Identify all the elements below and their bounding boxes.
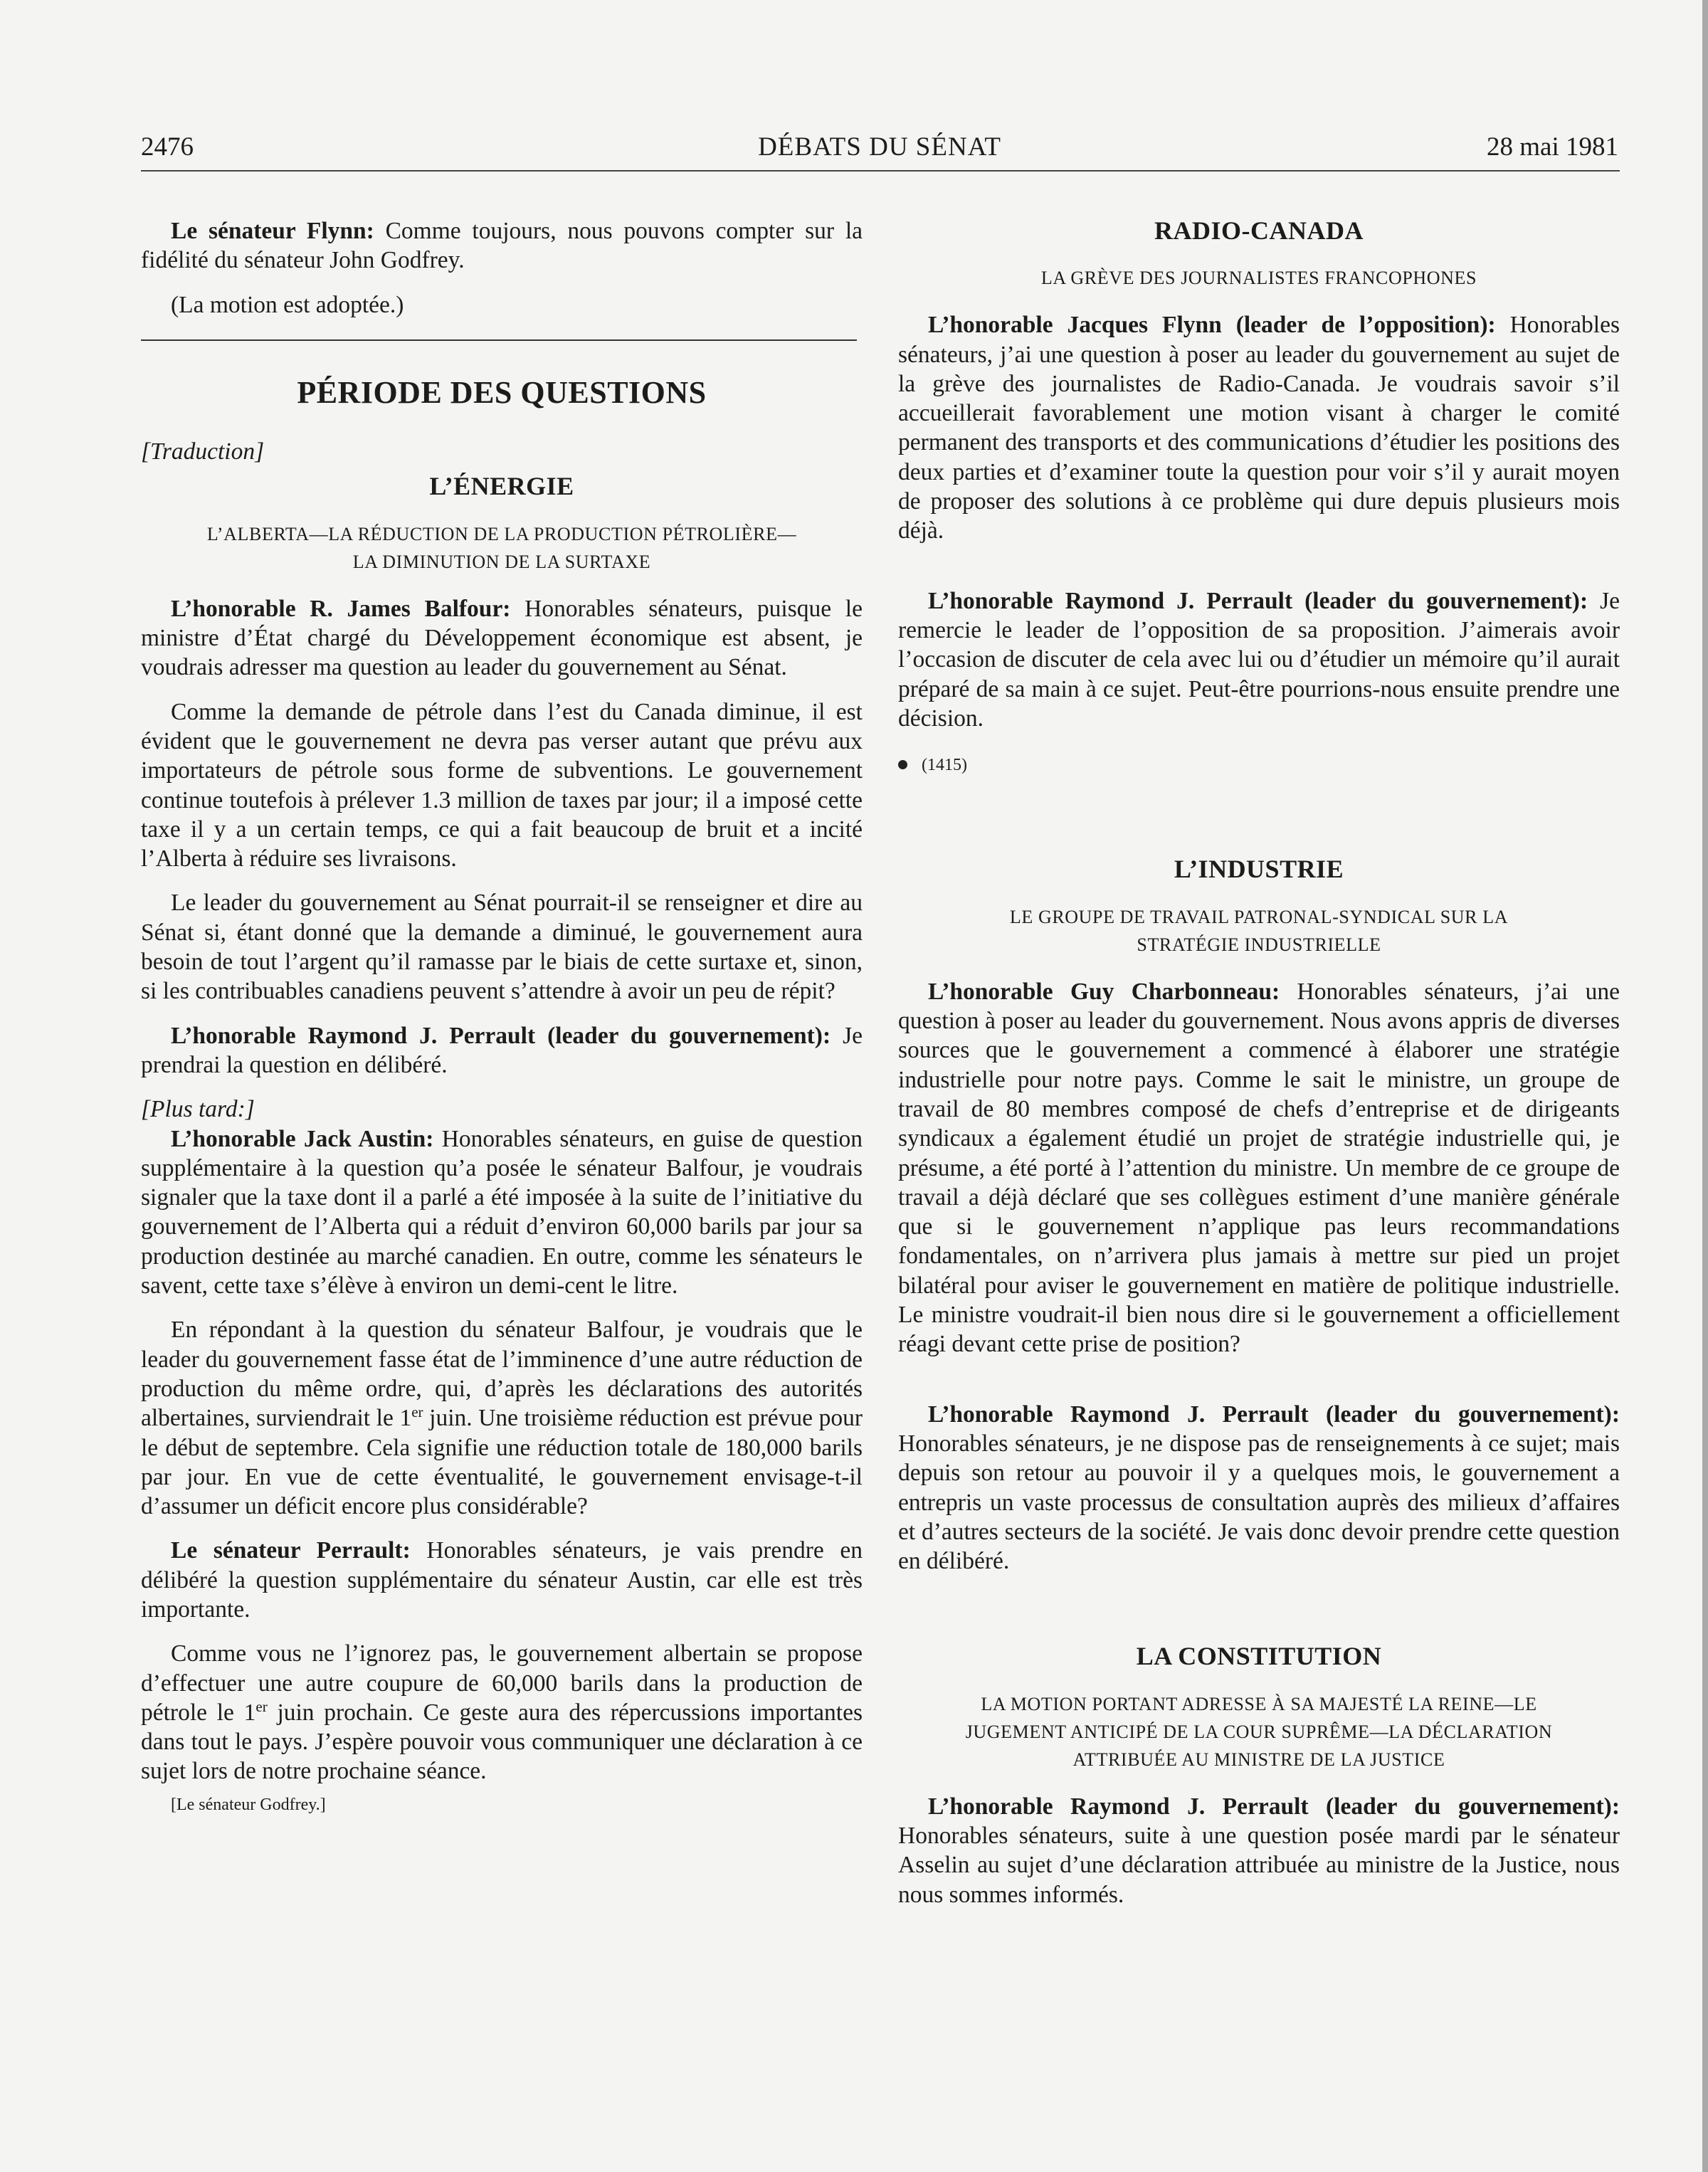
subhead-line: ATTRIBUÉE AU MINISTRE DE LA JUSTICE bbox=[1072, 1749, 1445, 1770]
superscript: er bbox=[411, 1403, 423, 1421]
subhead-line: L’ALBERTA—LA RÉDUCTION DE LA PRODUCTION PÉTROLIÈRE— bbox=[206, 523, 797, 544]
speech-text: Comme vous ne l’ignorez pas, le gouvernement albertain se propose d’effectuer une autre coupure de 60,000 barils dans la production de pétrole le 1 bbox=[141, 1640, 863, 1726]
subhead-line: STRATÉGIE INDUSTRIELLE bbox=[1137, 934, 1381, 955]
page-date: 28 mai 1981 bbox=[1487, 132, 1618, 162]
speech-text: Honorables sénateurs, puisque le ministre d’État chargé du Développement économique est absent, je voudrais adresser ma question au leader du gouvernement au Sénat. bbox=[141, 595, 863, 681]
spacer bbox=[898, 561, 1620, 586]
paragraph: Le leader du gouvernement au Sénat pourrait-il se renseigner et dire au Sénat si, étant donné que la demande a diminué, le gouvernement aura besoin de tout l’argent qu’il ramasse par le biais de cette surtaxe et, sinon, si les contribuables canadiens peuvent s’attendre à avoir un peu de répit? bbox=[141, 890, 863, 1005]
later-label: Plus tard: bbox=[150, 1096, 246, 1123]
speaker-name: L’honorable Raymond J. Perrault (leader du gouvernement): bbox=[171, 1022, 831, 1049]
speaker-name: Le sénateur Flynn: bbox=[171, 218, 374, 244]
paragraph: (La motion est adoptée.) bbox=[171, 291, 404, 318]
page-number: 2476 bbox=[141, 132, 194, 162]
publication-title: DÉBATS DU SÉNAT bbox=[758, 132, 1001, 162]
paragraph bbox=[141, 1639, 863, 1786]
time-marker bbox=[898, 751, 1620, 780]
speech-text: En répondant à la question du sénateur Balfour, je voudrais que le leader du gouvernement fasse état de l’imminence d’une autre réduction de production du même ordre, qui, d’après les déclarations des autorités albertaines, surviendrait le 1 bbox=[141, 1317, 863, 1432]
speech-text: Honorables sénateurs, j’ai une question à poser au leader du gouvernement. Nous avons appris de diverses sources que le gouvernement a commencé à élaborer une stratégie industrielle pour notre pays. Comme le sait le ministre, un groupe de travail de 80 membres composé de chefs d’entreprise et de dirigeants syndicaux a également étudié un projet de stratégie industrielle qui, je présume, a été porté à l’attention du ministre. Un membre de ce groupe de travail a déjà déclaré que ses collègues estiment d’une manière générale que si le gouvernement n’applique pas leurs recommandations fondamentales, on n’arrivera plus jamais à mettre sur pied un projet bilatéral pour aviser le gouvernement en matière de politique industrielle. Le ministre voudrait-il bien nous dire si le gouvernement a officiellement réagi devant cette prise de position? bbox=[898, 978, 1620, 1358]
speech-text: Honorables sénateurs, suite à une question posée mardi par le sénateur Asselin au sujet d’une déclaration attribuée au ministre de la Justice, nous nous sommes informés. bbox=[898, 1822, 1620, 1908]
speech-text: Je prendrai la question en délibéré. bbox=[141, 1022, 863, 1078]
speaker-name: L’honorable Raymond J. Perrault (leader du gouvernement): bbox=[928, 587, 1588, 614]
spacer bbox=[898, 1591, 1620, 1642]
topic-title-industry: L’INDUSTRIE bbox=[1174, 855, 1344, 884]
speech-text: Honorables sénateurs, je ne dispose pas de renseignements à ce sujet; mais depuis son retour au pouvoir il y a quelques mois, le gouvernement a entrepris un vaste processus de consultation auprès des milieux d’affaires et d’autres secteurs de la société. Je vais donc devoir prendre cette question en délibéré. bbox=[898, 1430, 1620, 1575]
translation-note: [Traduction] bbox=[141, 438, 265, 465]
paragraph bbox=[898, 586, 1620, 733]
speech-text: juin. Une troisième réduction est prévue pour le début de septembre. Cela signifie une réduction totale de 180,000 barils par jour. En vue de cette éventualité, le gouvernement envisage-t-il d’assumer un déficit encore plus considérable? bbox=[141, 1405, 863, 1520]
time-marker-text: (1415) bbox=[922, 756, 967, 775]
speech-text: Honorables sénateurs, j’ai une question à poser au leader du gouvernement au sujet de la grève des journalistes de Radio-Canada. Je voudrais savoir s’il accueillerait favorablement une motion visant à charger le comité permanent des transports et des communications d’étudier les positions des deux parties et d’examiner toute la question pour voir s’il y aurait moyen de proposer des solutions à ce problème qui dure depuis plusieurs mois déjà. bbox=[898, 312, 1620, 544]
speaker-name: L’honorable Raymond J. Perrault (leader du gouvernement): bbox=[928, 1401, 1620, 1428]
superscript: er bbox=[255, 1697, 268, 1715]
paragraph bbox=[141, 594, 863, 682]
speaker-name: L’honorable Guy Charbonneau: bbox=[928, 978, 1280, 1005]
topic-subhead-constitution bbox=[898, 1690, 1620, 1773]
speech-text: Honorables sénateurs, je vais prendre en délibéré la question supplémentaire du sénateur Austin, car elle est très importante. bbox=[141, 1537, 863, 1623]
later-note: [Plus tard:] bbox=[141, 1096, 255, 1123]
topic-subhead-radio-canada: LA GRÈVE DES JOURNALISTES FRANCOPHONES bbox=[1040, 268, 1477, 289]
topic-subhead-industry bbox=[898, 903, 1620, 959]
speech-text: juin prochain. Ce geste aura des répercussions importantes dans tout le pays. J’espère pouvoir vous communiquer une déclaration à ce sujet lors de notre prochaine séance. bbox=[141, 1699, 863, 1785]
section-title: PÉRIODE DES QUESTIONS bbox=[297, 374, 707, 410]
paragraph bbox=[141, 1021, 863, 1080]
left-column bbox=[141, 216, 863, 1820]
topic-title-energy: L’ÉNERGIE bbox=[429, 472, 574, 501]
subhead-line: LE GROUPE DE TRAVAIL PATRONAL-SYNDICAL SUR LA bbox=[1009, 906, 1509, 927]
header-rule bbox=[141, 170, 1620, 172]
paragraph bbox=[141, 1315, 863, 1521]
scan-edge bbox=[1702, 0, 1708, 2172]
translation-label: Traduction bbox=[150, 438, 255, 465]
paragraph bbox=[898, 977, 1620, 1359]
section-divider bbox=[141, 339, 857, 341]
spacer bbox=[898, 1374, 1620, 1400]
bullet-icon bbox=[898, 760, 907, 769]
paragraph bbox=[898, 310, 1620, 545]
page-header bbox=[141, 132, 1618, 174]
speech-text: Je remercie le leader de l’opposition de sa proposition. J’aimerais avoir l’occasion de discuter de cela avec lui ou d’étudier un mémoire qu’il aurait préparé de sa main à ce sujet. Peut-être pourrions-nous ensuite prendre une décision. bbox=[898, 587, 1620, 732]
paragraph bbox=[898, 1400, 1620, 1576]
speaker-name: L’honorable Jacques Flynn (leader de l’opposition): bbox=[928, 312, 1496, 339]
right-column bbox=[898, 216, 1620, 1924]
paragraph: Comme la demande de pétrole dans l’est du Canada diminue, il est évident que le gouvernement ne devra pas verser autant que prévu aux importateurs de pétrole sous forme de subventions. Le gouvernement continue toutefois à prélever 1.3 million de taxes par jour; il a imposé cette taxe il y a un certain temps, ce qui a fait beaucoup de bruit et a incité l’Alberta à réduire ses livraisons. bbox=[141, 698, 863, 873]
speaker-name: L’honorable R. James Balfour: bbox=[171, 595, 511, 622]
speaker-name: Le sénateur Perrault: bbox=[171, 1537, 411, 1564]
speaker-name: L’honorable Jack Austin: bbox=[171, 1125, 434, 1152]
subhead-line: LA MOTION PORTANT ADRESSE À SA MAJESTÉ LA REINE—LE bbox=[981, 1693, 1537, 1714]
speaker-name: L’honorable Raymond J. Perrault (leader du gouvernement): bbox=[928, 1793, 1620, 1820]
speech-text: Honorables sénateurs, en guise de question supplémentaire à la question qu’a posée le sénateur Balfour, je voudrais signaler que la taxe dont il a parlé a été imposée à la suite de l’initiative du gouvernement de l’Alberta qui a réduit d’environ 60,000 barils par jour sa production destinée au marché canadien. En outre, comme les sénateurs le savent, cette taxe s’élève à environ un demi-cent le litre. bbox=[141, 1125, 863, 1299]
topic-title-constitution: LA CONSTITUTION bbox=[1136, 1642, 1382, 1671]
speaker-footer-note: [Le sénateur Godfrey.] bbox=[171, 1795, 326, 1814]
subhead-line: JUGEMENT ANTICIPÉ DE LA COUR SUPRÊME—LA DÉCLARATION bbox=[965, 1721, 1553, 1742]
speech-text: Comme toujours, nous pouvons compter sur la fidélité du sénateur John Godfrey. bbox=[141, 218, 863, 274]
subhead-line: LA DIMINUTION DE LA SURTAXE bbox=[352, 551, 651, 572]
paragraph bbox=[898, 1792, 1620, 1909]
paragraph bbox=[141, 1124, 863, 1301]
paragraph bbox=[141, 216, 863, 275]
topic-subhead-energy bbox=[141, 520, 863, 576]
topic-title-radio-canada: RADIO-CANADA bbox=[1154, 216, 1364, 245]
paragraph bbox=[141, 1536, 863, 1624]
